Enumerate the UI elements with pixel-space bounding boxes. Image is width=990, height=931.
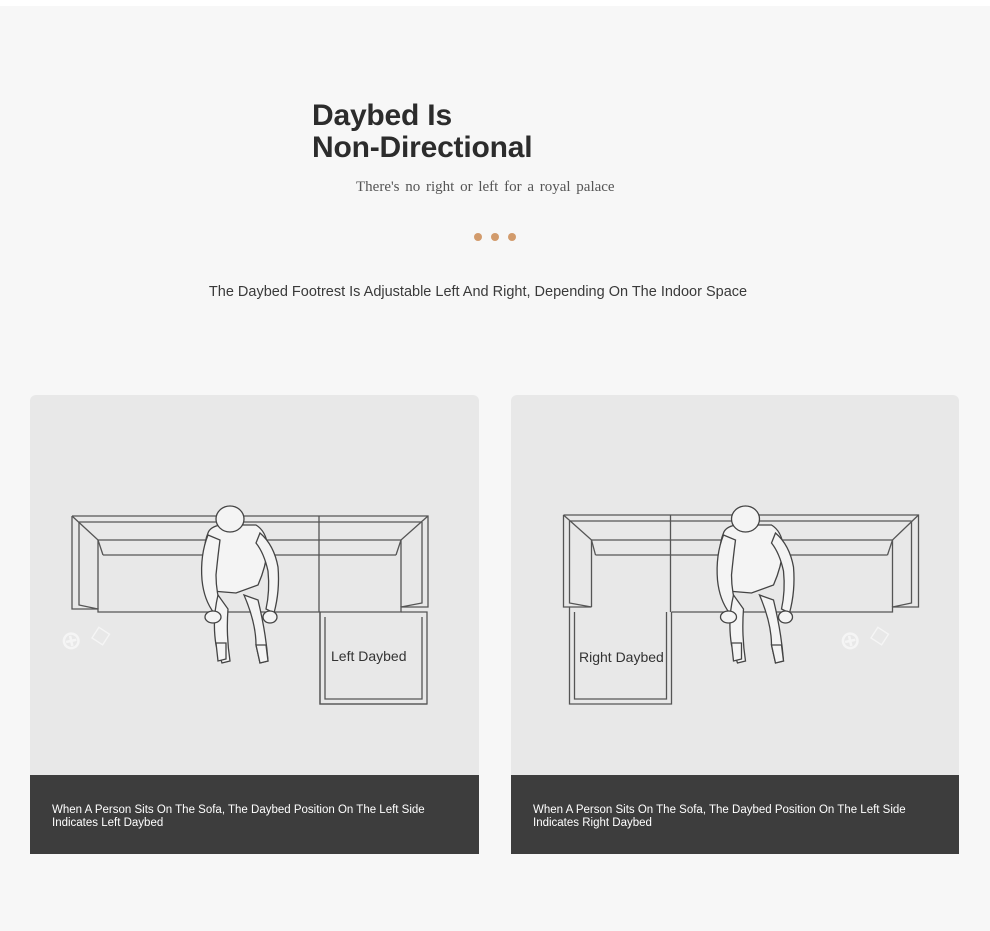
- top-strip: [0, 0, 990, 6]
- title-line-2: Non-Directional: [312, 131, 533, 164]
- watermark-logo: ⊕ ◇: [836, 618, 893, 658]
- daybed-label: Right Daybed: [579, 649, 664, 665]
- caption-line-1: When A Person Sits On The Sofa, The Daybed Position On The Left Side: [52, 804, 425, 816]
- page-title: [312, 100, 712, 164]
- caption-line-2: Indicates Right Daybed: [533, 817, 652, 829]
- daybed-label: Left Daybed: [331, 648, 407, 664]
- watermark-logo: ⊕ ◇: [57, 618, 114, 658]
- dot-icon: [474, 233, 482, 241]
- caption-bar: [511, 775, 959, 854]
- decorative-dots: [472, 233, 522, 241]
- caption-bar: [30, 775, 479, 854]
- person-icon: [717, 506, 794, 663]
- left-daybed-sofa-drawing: [30, 395, 479, 775]
- person-icon: [202, 506, 279, 663]
- page-subtitle: There's no right or left for a royal palace: [356, 179, 615, 195]
- dot-icon: [508, 233, 516, 241]
- right-daybed-card: [511, 395, 959, 854]
- caption-line-1: When A Person Sits On The Sofa, The Daybed Position On The Left Side: [533, 804, 906, 816]
- caption-line-2: Indicates Left Daybed: [52, 817, 164, 829]
- dot-icon: [491, 233, 499, 241]
- card-caption: [52, 804, 452, 830]
- right-daybed-sofa-drawing: [511, 395, 959, 775]
- title-line-1: Daybed Is: [312, 99, 452, 132]
- tagline: The Daybed Footrest Is Adjustable Left And Right, Depending On The Indoor Space: [208, 284, 748, 300]
- card-caption: [533, 804, 933, 830]
- left-daybed-card: [30, 395, 479, 854]
